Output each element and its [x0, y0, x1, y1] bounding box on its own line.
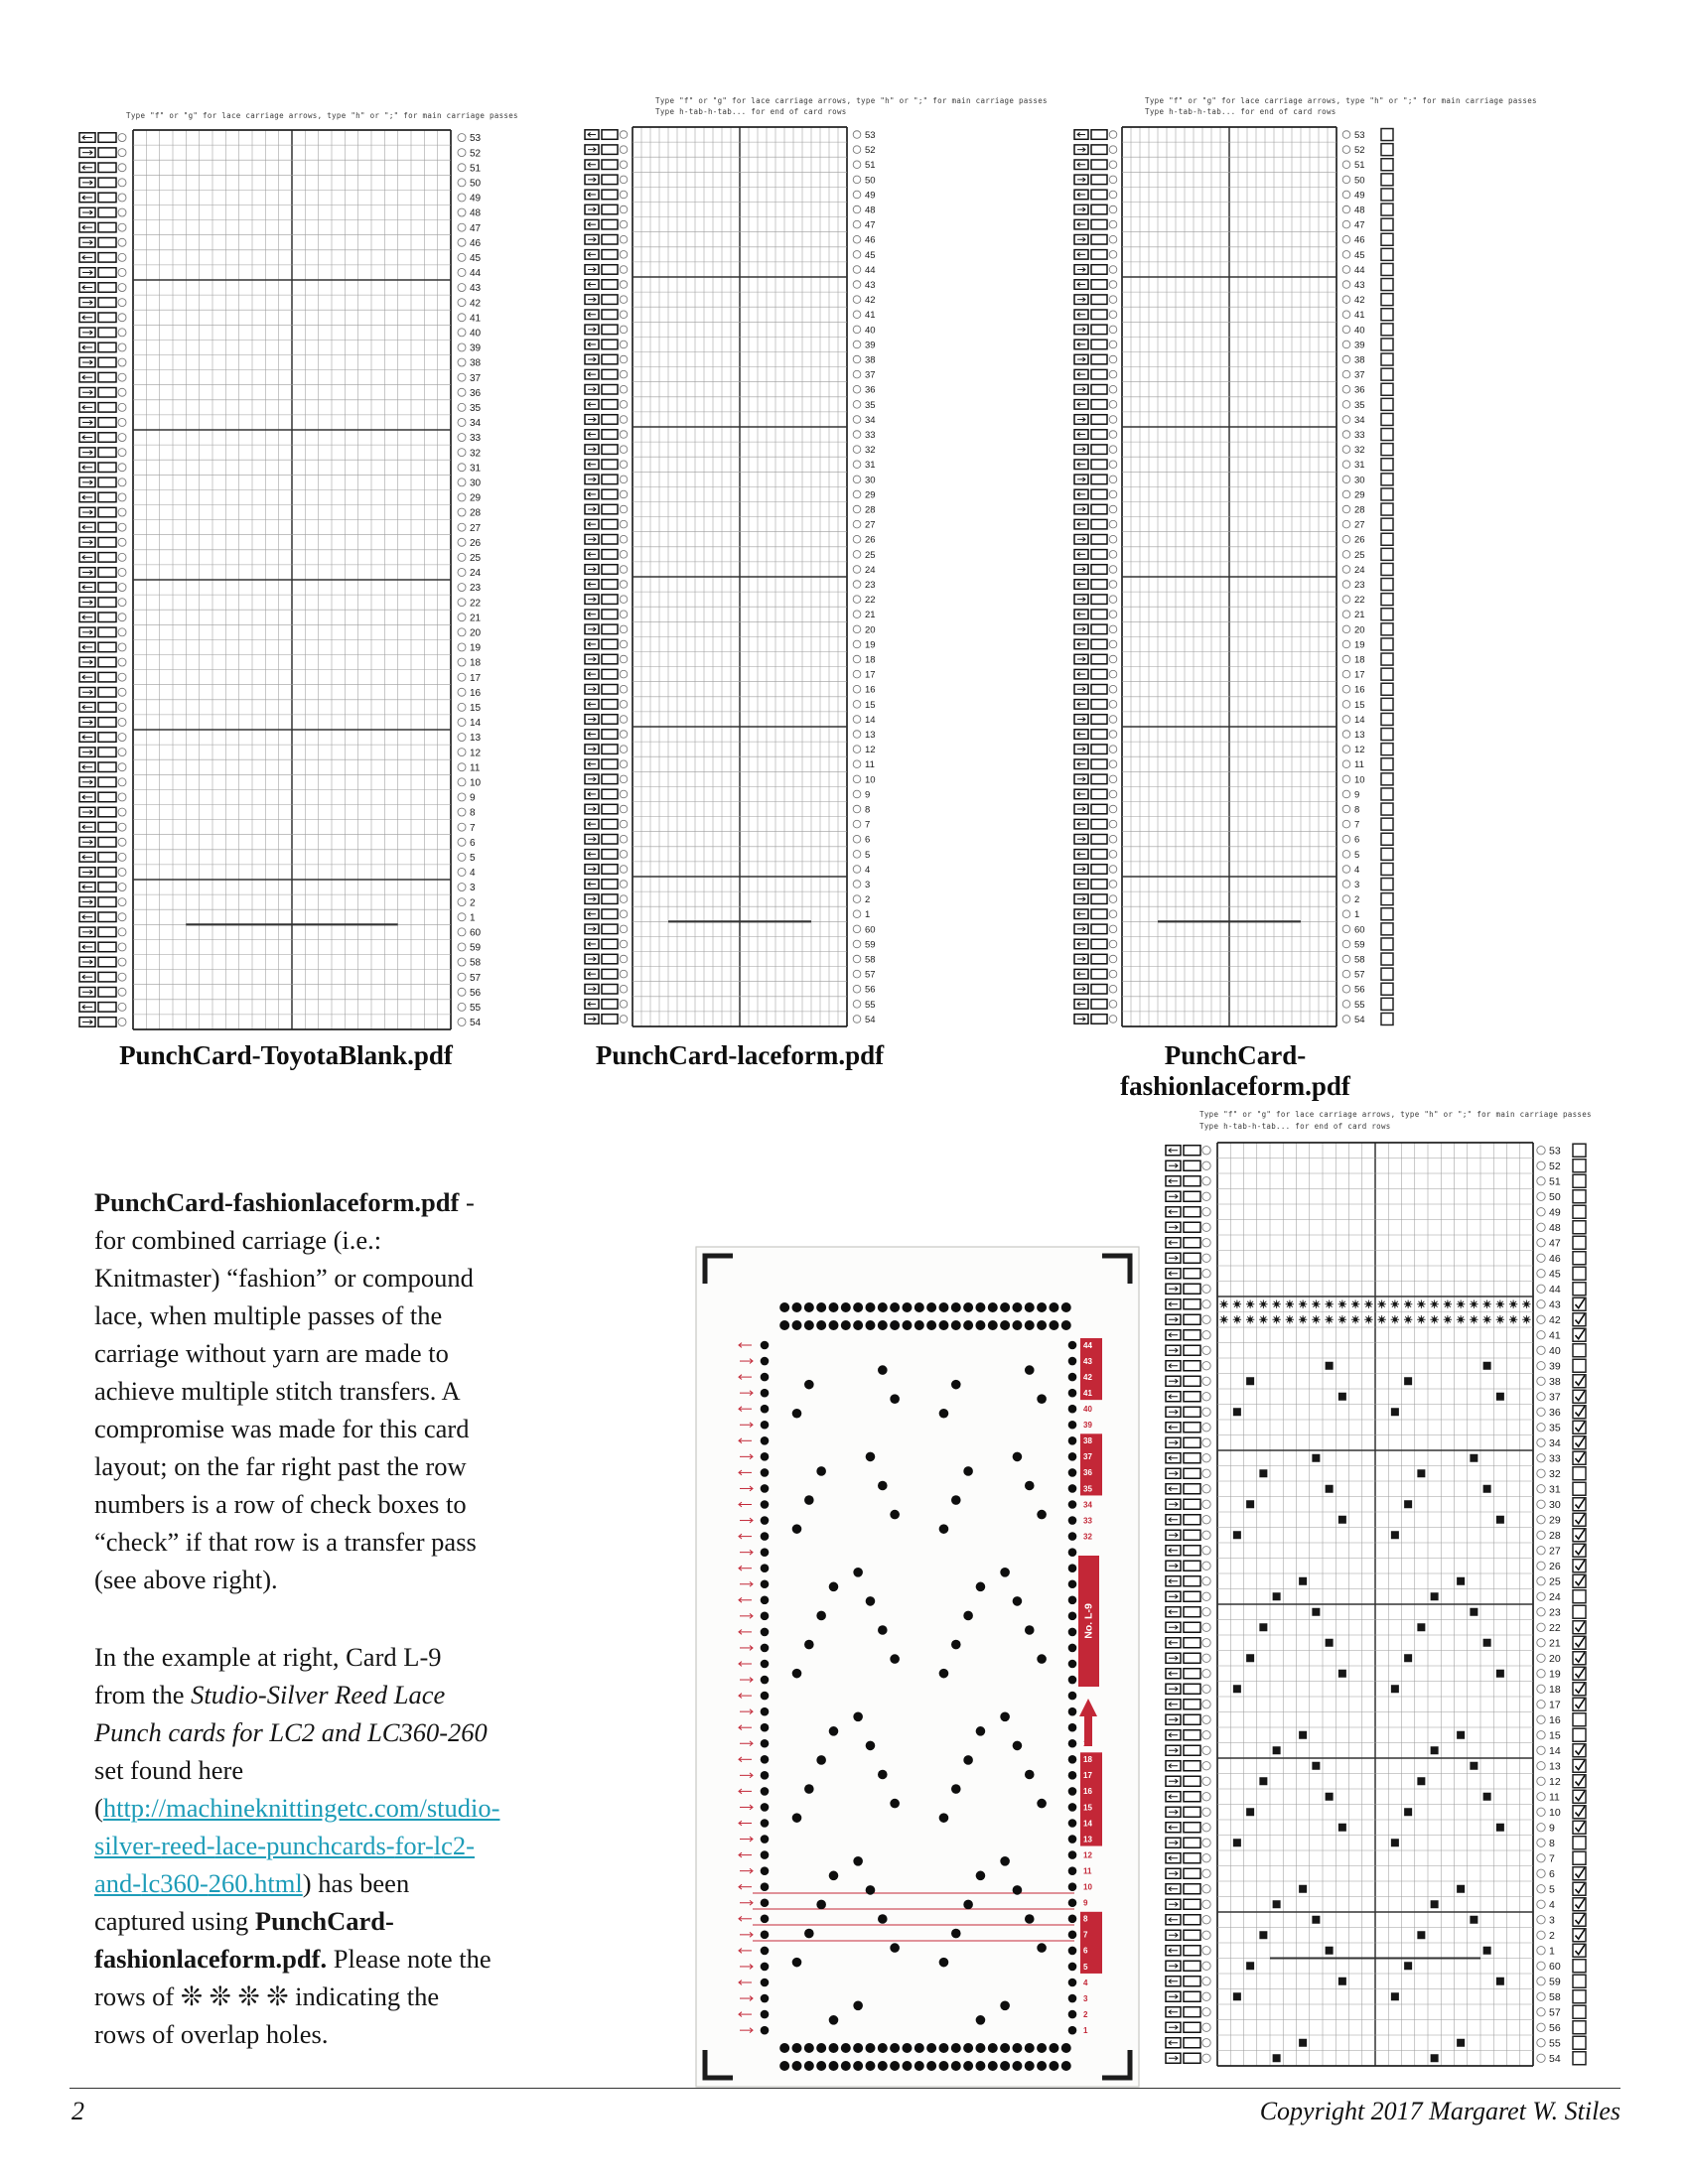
svg-text:16: 16 [1083, 1787, 1092, 1797]
svg-text:23: 23 [1354, 579, 1365, 591]
svg-text:54: 54 [1354, 1014, 1365, 1025]
svg-text:48: 48 [865, 205, 876, 216]
svg-text:58: 58 [470, 957, 482, 969]
svg-text:11: 11 [1354, 759, 1364, 771]
svg-text:56: 56 [1354, 984, 1365, 996]
svg-text:4: 4 [1549, 1899, 1555, 1912]
footer-rule [70, 2088, 1620, 2089]
svg-text:44: 44 [865, 264, 876, 276]
svg-text:19: 19 [470, 642, 482, 654]
form-note-line2: Type h-tab-h-tab... for end of card rows [1199, 1122, 1391, 1131]
svg-text:49: 49 [865, 190, 876, 202]
svg-text:60: 60 [470, 927, 482, 939]
svg-text:52: 52 [1354, 145, 1365, 157]
svg-text:4: 4 [865, 864, 871, 876]
svg-text:32: 32 [1354, 445, 1365, 457]
svg-text:47: 47 [470, 222, 482, 234]
svg-text:33: 33 [865, 429, 876, 441]
svg-text:45: 45 [865, 249, 876, 261]
svg-text:45: 45 [470, 252, 482, 264]
svg-text:13: 13 [470, 733, 482, 745]
svg-text:14: 14 [470, 718, 482, 730]
svg-text:31: 31 [470, 463, 482, 475]
svg-text:43: 43 [1549, 1298, 1561, 1311]
form-note-line1: Type "f" or "g" for lace carriage arrows, type "h" or ";" for main carriage passes [1199, 1110, 1592, 1119]
svg-text:15: 15 [1083, 1803, 1092, 1813]
svg-text:40: 40 [470, 328, 482, 340]
svg-text:9: 9 [1354, 789, 1360, 801]
svg-text:10: 10 [470, 777, 482, 789]
svg-text:13: 13 [1083, 1835, 1092, 1844]
svg-text:42: 42 [1549, 1314, 1561, 1327]
paragraph-2: In the example at right, Card L-9 from the Studio-Silver Reed Lace Punch cards for LC2 and LC360-260 set found here (http://machineknittingetc.com/studio-silver-reed-lace-punchcards-for-lc2-and-lc360-260.html) has been captured using PunchCard-fashionlaceform.pdf. Please note the rows of ❊ ❊ ❊ ❊ indicating the rows of overlap holes. [94, 1642, 500, 2049]
svg-text:14: 14 [1083, 1819, 1092, 1829]
form-caption: PunchCard-ToyotaBlank.pdf [119, 1040, 453, 1070]
svg-text:9: 9 [1083, 1898, 1088, 1908]
svg-text:60: 60 [1549, 1961, 1561, 1974]
svg-text:47: 47 [865, 219, 876, 231]
svg-text:4: 4 [1354, 864, 1360, 876]
svg-text:49: 49 [1354, 190, 1365, 202]
svg-text:36: 36 [1354, 384, 1365, 396]
svg-text:55: 55 [1549, 2037, 1561, 2050]
punchcard-grid-svg [1160, 1140, 1593, 2069]
svg-text:5: 5 [470, 852, 476, 864]
svg-text:13: 13 [1354, 729, 1365, 741]
svg-text:23: 23 [1549, 1606, 1561, 1619]
svg-text:6: 6 [470, 837, 476, 849]
svg-text:35: 35 [1083, 1484, 1092, 1494]
svg-text:54: 54 [865, 1014, 876, 1025]
svg-text:18: 18 [865, 654, 876, 666]
svg-text:41: 41 [470, 313, 482, 325]
svg-text:10: 10 [1083, 1882, 1092, 1892]
captured-fashionlaceform [1160, 1110, 1593, 2083]
svg-text:29: 29 [865, 489, 876, 501]
svg-text:35: 35 [1549, 1422, 1561, 1434]
svg-text:6: 6 [1354, 834, 1360, 846]
svg-text:19: 19 [1354, 639, 1365, 651]
svg-text:28: 28 [470, 507, 482, 519]
svg-text:17: 17 [1354, 669, 1365, 681]
form-caption: PunchCard-laceform.pdf [595, 1040, 885, 1070]
svg-text:60: 60 [1354, 924, 1365, 936]
svg-text:3: 3 [865, 879, 871, 890]
svg-text:45: 45 [1354, 249, 1365, 261]
svg-text:40: 40 [1354, 325, 1365, 337]
svg-text:58: 58 [865, 954, 876, 966]
svg-text:57: 57 [470, 972, 482, 984]
svg-text:26: 26 [1549, 1561, 1561, 1573]
svg-text:8: 8 [865, 804, 871, 816]
svg-text:44: 44 [1083, 1340, 1092, 1350]
svg-text:58: 58 [1549, 1991, 1561, 2004]
svg-text:41: 41 [1354, 310, 1365, 322]
svg-text:46: 46 [1354, 234, 1365, 246]
svg-text:57: 57 [1354, 969, 1365, 981]
svg-text:31: 31 [865, 460, 876, 472]
svg-text:24: 24 [470, 568, 482, 580]
svg-text:51: 51 [470, 163, 482, 175]
svg-text:39: 39 [1549, 1360, 1561, 1373]
svg-text:13: 13 [865, 729, 876, 741]
svg-text:2: 2 [1549, 1930, 1555, 1943]
svg-text:16: 16 [1354, 684, 1365, 696]
svg-text:29: 29 [1354, 489, 1365, 501]
svg-text:30: 30 [1549, 1499, 1561, 1512]
svg-text:60: 60 [865, 924, 876, 936]
punchcard-form-laceform [581, 96, 1048, 1074]
svg-text:52: 52 [865, 145, 876, 157]
svg-text:36: 36 [470, 387, 482, 399]
svg-text:55: 55 [865, 999, 876, 1011]
svg-text:28: 28 [1549, 1530, 1561, 1543]
svg-text:7: 7 [865, 819, 871, 831]
svg-text:51: 51 [1354, 160, 1365, 172]
svg-text:12: 12 [1549, 1776, 1561, 1789]
punchcard-photo [695, 1246, 1140, 2088]
svg-text:22: 22 [1354, 595, 1365, 607]
svg-text:38: 38 [1549, 1376, 1561, 1389]
svg-text:22: 22 [470, 598, 482, 610]
svg-text:49: 49 [1549, 1206, 1561, 1219]
form-note-line1: Type "f" or "g" for lace carriage arrows, type "h" or ";" for main carriage passes [1145, 96, 1537, 105]
svg-text:43: 43 [1354, 279, 1365, 291]
svg-text:48: 48 [1354, 205, 1365, 216]
svg-text:18: 18 [470, 657, 482, 669]
svg-text:36: 36 [865, 384, 876, 396]
svg-text:53: 53 [1549, 1145, 1561, 1158]
form-caption: PunchCard-fashionlaceform.pdf [1120, 1040, 1350, 1101]
svg-text:21: 21 [1354, 610, 1365, 621]
svg-text:37: 37 [470, 372, 482, 384]
svg-text:57: 57 [1549, 2006, 1561, 2019]
svg-text:34: 34 [865, 414, 876, 426]
punchcard-form-fashionlaceform [1070, 96, 1537, 1101]
svg-text:16: 16 [865, 684, 876, 696]
svg-text:39: 39 [1083, 1421, 1092, 1431]
svg-text:15: 15 [470, 702, 482, 714]
svg-text:1: 1 [1549, 1945, 1555, 1958]
svg-text:31: 31 [1354, 460, 1365, 472]
svg-text:47: 47 [1549, 1237, 1561, 1250]
svg-text:44: 44 [1354, 264, 1365, 276]
svg-text:3: 3 [1354, 879, 1360, 890]
punchcard-photo-svg [695, 1246, 1140, 2088]
svg-text:11: 11 [1549, 1791, 1560, 1804]
svg-text:50: 50 [1549, 1191, 1561, 1204]
svg-text:29: 29 [470, 492, 482, 504]
svg-text:35: 35 [1354, 399, 1365, 411]
svg-text:16: 16 [470, 687, 482, 699]
svg-text:31: 31 [1549, 1483, 1561, 1496]
svg-text:28: 28 [1354, 504, 1365, 516]
svg-text:9: 9 [1549, 1822, 1555, 1835]
svg-text:20: 20 [470, 627, 482, 639]
punchcard-grid-svg [71, 127, 500, 1032]
svg-text:2: 2 [865, 894, 871, 906]
svg-text:35: 35 [470, 402, 482, 414]
svg-text:11: 11 [1083, 1866, 1092, 1876]
svg-text:36: 36 [1549, 1407, 1561, 1420]
svg-text:1: 1 [865, 909, 871, 921]
svg-text:3: 3 [1549, 1914, 1555, 1927]
svg-text:11: 11 [865, 759, 875, 771]
svg-text:2: 2 [470, 897, 476, 909]
svg-text:44: 44 [470, 268, 482, 280]
svg-text:34: 34 [1549, 1437, 1561, 1450]
svg-text:8: 8 [1354, 804, 1360, 816]
svg-text:10: 10 [865, 774, 876, 786]
svg-text:27: 27 [470, 522, 482, 534]
svg-text:46: 46 [470, 237, 482, 249]
svg-text:12: 12 [1354, 745, 1365, 756]
svg-text:5: 5 [1354, 849, 1360, 861]
svg-text:28: 28 [865, 504, 876, 516]
svg-text:1: 1 [470, 912, 476, 924]
svg-text:53: 53 [470, 133, 482, 145]
punchcard-form-toyota-blank [71, 99, 518, 1077]
svg-text:39: 39 [470, 342, 482, 354]
svg-text:27: 27 [1354, 519, 1365, 531]
svg-text:18: 18 [1083, 1755, 1092, 1765]
svg-text:59: 59 [1549, 1976, 1561, 1988]
svg-text:26: 26 [470, 537, 482, 549]
svg-text:5: 5 [1549, 1883, 1555, 1896]
svg-text:37: 37 [1354, 369, 1365, 381]
svg-text:32: 32 [1083, 1532, 1092, 1542]
svg-text:30: 30 [470, 478, 482, 489]
svg-text:59: 59 [1354, 939, 1365, 951]
svg-text:38: 38 [1083, 1436, 1092, 1446]
svg-text:40: 40 [1083, 1405, 1092, 1414]
svg-text:23: 23 [470, 583, 482, 595]
svg-text:6: 6 [1083, 1946, 1088, 1956]
svg-text:17: 17 [1549, 1699, 1561, 1711]
svg-text:42: 42 [1354, 295, 1365, 307]
svg-text:14: 14 [1549, 1745, 1561, 1758]
svg-text:37: 37 [1083, 1452, 1092, 1462]
svg-text:54: 54 [1549, 2053, 1561, 2066]
svg-text:58: 58 [1354, 954, 1365, 966]
svg-text:8: 8 [470, 807, 476, 819]
svg-text:33: 33 [470, 433, 482, 445]
svg-text:14: 14 [1354, 714, 1365, 726]
svg-text:4: 4 [470, 868, 476, 880]
svg-text:39: 39 [1354, 340, 1365, 351]
punchcard-grid-svg [1070, 124, 1400, 1029]
svg-text:59: 59 [470, 942, 482, 954]
svg-text:41: 41 [1549, 1329, 1561, 1342]
svg-text:42: 42 [470, 298, 482, 310]
svg-text:17: 17 [470, 672, 482, 684]
svg-text:2: 2 [1354, 894, 1360, 906]
svg-text:1: 1 [1354, 909, 1360, 921]
svg-text:30: 30 [1354, 475, 1365, 486]
svg-text:18: 18 [1549, 1684, 1561, 1697]
body-text-column [94, 1183, 500, 2093]
svg-text:35: 35 [865, 399, 876, 411]
svg-text:6: 6 [1549, 1868, 1555, 1881]
svg-text:25: 25 [1549, 1575, 1561, 1588]
page-number: 2 [71, 2097, 84, 2125]
svg-text:42: 42 [865, 295, 876, 307]
svg-text:37: 37 [865, 369, 876, 381]
svg-text:24: 24 [1549, 1591, 1561, 1604]
svg-text:43: 43 [865, 279, 876, 291]
svg-text:39: 39 [865, 340, 876, 351]
svg-text:46: 46 [865, 234, 876, 246]
svg-text:52: 52 [1549, 1160, 1561, 1173]
svg-text:13: 13 [1549, 1760, 1561, 1773]
form-note-line1: Type "f" or "g" for lace carriage arrows, type "h" or ";" for main carriage passes [655, 96, 1048, 105]
svg-text:52: 52 [470, 148, 482, 160]
svg-text:38: 38 [865, 354, 876, 366]
svg-text:45: 45 [1549, 1268, 1561, 1281]
svg-text:50: 50 [1354, 175, 1365, 187]
svg-text:53: 53 [1354, 129, 1365, 141]
svg-text:42: 42 [1083, 1372, 1092, 1382]
svg-text:3: 3 [470, 883, 476, 894]
svg-text:56: 56 [1549, 2022, 1561, 2035]
svg-text:50: 50 [865, 175, 876, 187]
svg-text:32: 32 [865, 445, 876, 457]
svg-text:16: 16 [1549, 1714, 1561, 1727]
svg-text:50: 50 [470, 178, 482, 190]
svg-text:44: 44 [1549, 1284, 1561, 1297]
svg-text:25: 25 [470, 552, 482, 564]
svg-text:5: 5 [1083, 1962, 1088, 1972]
svg-text:19: 19 [865, 639, 876, 651]
svg-text:56: 56 [865, 984, 876, 996]
form-note-line1: Type "f" or "g" for lace carriage arrows, type "h" or ";" for main carriage passes [126, 111, 518, 120]
svg-text:20: 20 [1354, 624, 1365, 636]
svg-text:36: 36 [1083, 1468, 1092, 1478]
svg-text:23: 23 [865, 579, 876, 591]
svg-text:17: 17 [1083, 1771, 1092, 1781]
card-number-label: No. L-9 [1082, 1603, 1095, 1639]
svg-text:55: 55 [1354, 999, 1365, 1011]
svg-text:48: 48 [1549, 1222, 1561, 1235]
svg-text:27: 27 [1549, 1545, 1561, 1558]
svg-text:57: 57 [865, 969, 876, 981]
svg-text:7: 7 [1549, 1852, 1555, 1865]
machineknittingetc-link[interactable]: http://machineknittingetc.com/studio-silver-reed-lace-punchcards-for-lc2-and-lc360-260.html [94, 1793, 500, 1898]
svg-text:33: 33 [1549, 1452, 1561, 1465]
svg-text:32: 32 [1549, 1468, 1561, 1481]
svg-text:21: 21 [470, 613, 482, 624]
svg-text:46: 46 [1549, 1253, 1561, 1266]
svg-text:7: 7 [1083, 1930, 1088, 1940]
svg-text:9: 9 [865, 789, 871, 801]
svg-text:3: 3 [1083, 1993, 1088, 2003]
svg-text:2: 2 [1083, 2009, 1088, 2019]
svg-text:27: 27 [865, 519, 876, 531]
svg-text:40: 40 [865, 325, 876, 337]
svg-text:34: 34 [1083, 1500, 1092, 1510]
svg-text:26: 26 [865, 534, 876, 546]
svg-text:10: 10 [1549, 1807, 1561, 1820]
svg-text:48: 48 [470, 207, 482, 219]
svg-text:34: 34 [470, 418, 482, 430]
form-note-line2: Type h-tab-h-tab... for end of card rows [1145, 107, 1336, 116]
svg-text:19: 19 [1549, 1668, 1561, 1681]
svg-text:41: 41 [1083, 1388, 1092, 1398]
form-note-line2: Type h-tab-h-tab... for end of card rows [655, 107, 847, 116]
svg-text:43: 43 [1083, 1356, 1092, 1366]
svg-text:12: 12 [865, 745, 876, 756]
svg-text:25: 25 [865, 549, 876, 561]
svg-text:51: 51 [1549, 1175, 1561, 1188]
svg-text:34: 34 [1354, 414, 1365, 426]
svg-text:40: 40 [1549, 1345, 1561, 1358]
svg-text:10: 10 [1354, 774, 1365, 786]
svg-text:6: 6 [865, 834, 871, 846]
svg-text:8: 8 [1549, 1838, 1555, 1850]
svg-text:33: 33 [1354, 429, 1365, 441]
svg-text:25: 25 [1354, 549, 1365, 561]
svg-text:15: 15 [1549, 1729, 1561, 1742]
svg-text:12: 12 [470, 748, 482, 759]
svg-text:18: 18 [1354, 654, 1365, 666]
svg-text:1: 1 [1083, 2025, 1088, 2035]
svg-text:26: 26 [1354, 534, 1365, 546]
svg-text:17: 17 [865, 669, 876, 681]
paragraph-1: PunchCard-fashionlaceform.pdf - for combined carriage (i.e.: Knitmaster) “fashion” or compound lace, when multiple passes of the carriage without yarn are made to achieve multiple stitch transfers. A compromise was made for this card layout; on the far right past the row numbers is a row of check boxes to “check” if that row is a transfer pass (see above right). [94, 1187, 477, 1594]
svg-text:38: 38 [1354, 354, 1365, 366]
svg-text:11: 11 [470, 762, 481, 774]
svg-text:30: 30 [865, 475, 876, 486]
svg-text:32: 32 [470, 448, 482, 460]
svg-text:7: 7 [470, 822, 476, 834]
svg-text:59: 59 [865, 939, 876, 951]
svg-text:14: 14 [865, 714, 876, 726]
svg-text:7: 7 [1354, 819, 1360, 831]
svg-text:20: 20 [1549, 1653, 1561, 1666]
svg-text:5: 5 [865, 849, 871, 861]
svg-text:47: 47 [1354, 219, 1365, 231]
svg-text:22: 22 [865, 595, 876, 607]
svg-text:24: 24 [865, 564, 876, 576]
svg-text:37: 37 [1549, 1391, 1561, 1404]
svg-text:33: 33 [1083, 1516, 1092, 1526]
svg-text:15: 15 [1354, 699, 1365, 711]
svg-text:56: 56 [470, 987, 482, 999]
svg-text:55: 55 [470, 1002, 482, 1014]
svg-text:20: 20 [865, 624, 876, 636]
svg-text:15: 15 [865, 699, 876, 711]
svg-text:22: 22 [1549, 1622, 1561, 1635]
svg-text:43: 43 [470, 283, 482, 295]
svg-text:24: 24 [1354, 564, 1365, 576]
svg-text:41: 41 [865, 310, 876, 322]
copyright-text: Copyright 2017 Margaret W. Stiles [1259, 2097, 1620, 2125]
svg-text:9: 9 [470, 792, 476, 804]
svg-text:54: 54 [470, 1018, 482, 1029]
svg-text:12: 12 [1083, 1850, 1092, 1860]
svg-text:38: 38 [470, 357, 482, 369]
svg-text:53: 53 [865, 129, 876, 141]
svg-text:51: 51 [865, 160, 876, 172]
svg-text:49: 49 [470, 193, 482, 205]
punchcard-grid-svg [581, 124, 899, 1029]
svg-text:8: 8 [1083, 1914, 1088, 1924]
svg-text:29: 29 [1549, 1514, 1561, 1527]
svg-text:4: 4 [1083, 1978, 1088, 1987]
svg-text:21: 21 [1549, 1637, 1561, 1650]
svg-text:21: 21 [865, 610, 876, 621]
